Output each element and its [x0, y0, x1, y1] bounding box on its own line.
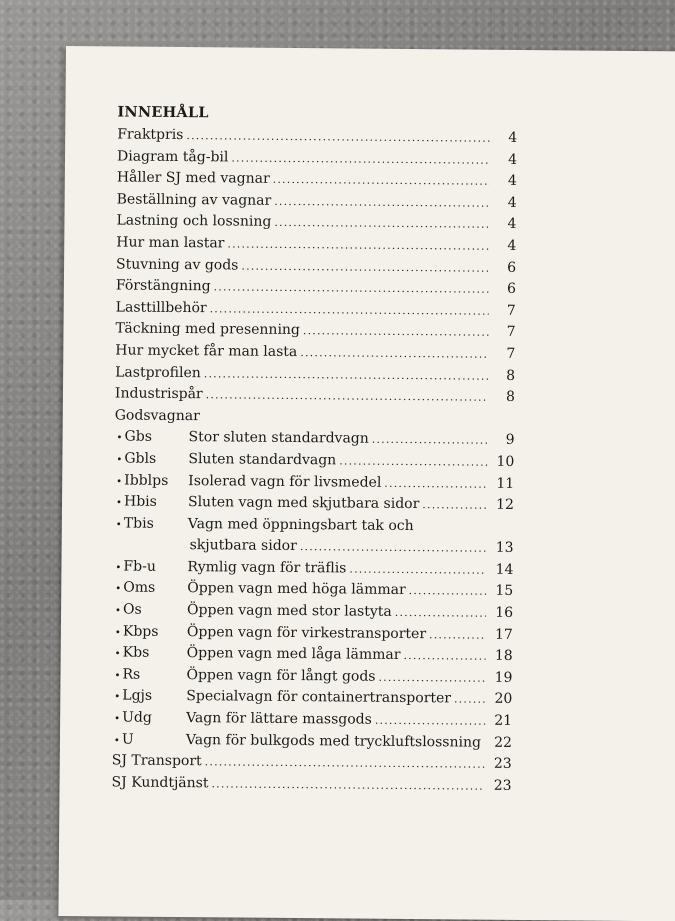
entry-page: 4	[507, 216, 517, 233]
dot-leader	[205, 751, 485, 775]
entry-title: Öppen vagn för virkestransporter	[186, 623, 427, 642]
dot-leader	[403, 645, 485, 667]
section-label: Godsvagnar	[114, 407, 200, 424]
dot-leader	[372, 429, 488, 452]
entry-page: 20	[494, 691, 513, 708]
entry-title: Vagn för bulkgods med tryckluftslossning	[185, 731, 482, 751]
entry-title-continuation: skjutbara sidor	[189, 537, 297, 555]
dot-leader	[231, 147, 490, 171]
entry-page: 17	[494, 626, 513, 643]
bullet: •	[113, 735, 120, 747]
wagon-code: Kbs	[122, 644, 150, 661]
dot-leader	[274, 212, 489, 235]
dot-leader	[395, 602, 486, 624]
dot-leader	[300, 536, 487, 559]
wagon-code: Ibblps	[124, 472, 169, 489]
entry-page: 8	[505, 388, 516, 406]
entry-title: SJ Transport	[111, 752, 202, 770]
toc-bottom-entries	[111, 751, 511, 798]
entry-page: 7	[506, 345, 516, 362]
entry-page: 4	[508, 129, 518, 146]
entry-title: Hur man lastar	[116, 234, 225, 252]
entry-title: Lastning och lossning	[116, 212, 272, 231]
entry-title: Öppen vagn för långt gods	[186, 666, 376, 685]
bullet: •	[115, 519, 122, 531]
entry-title: Förstängning	[115, 277, 211, 295]
entry-title: SJ Kundtjänst	[111, 774, 209, 792]
toc-heading: INNEHÅLL	[117, 103, 209, 122]
bullet: •	[114, 670, 121, 682]
wagon-code: U	[121, 731, 134, 748]
dot-leader	[454, 689, 485, 711]
entry-title: Rymlig vagn för träflis	[187, 558, 347, 577]
dot-leader	[210, 298, 489, 322]
entry-page: 23	[493, 755, 512, 773]
entry-page: 12	[496, 496, 515, 514]
entry-page: 9	[505, 432, 515, 449]
entry-title: Fraktpris	[117, 126, 184, 144]
entry-title: Isolerad vagn för livsmedel	[188, 472, 382, 491]
entry-page: 7	[506, 324, 516, 341]
dot-leader	[429, 624, 486, 646]
bullet: •	[115, 605, 122, 617]
toc-entry	[111, 772, 511, 797]
dot-leader	[213, 276, 488, 300]
entry-title: Stor sluten standardvagn	[188, 429, 369, 447]
wagon-code: Os	[123, 601, 142, 618]
wagon-entries	[112, 427, 515, 754]
entry-title: Håller SJ med vagnar	[116, 169, 270, 187]
entry-title: Öppen vagn med höga lämmar	[187, 580, 406, 599]
entry-title: Specialvagn för containertransporter	[186, 688, 452, 707]
entry-page: 15	[495, 583, 514, 600]
entry-page: 23	[493, 777, 512, 794]
entry-page: 18	[494, 648, 513, 665]
document-page	[58, 46, 675, 921]
entry-title: Beställning av vagnar	[116, 191, 272, 209]
wagon-code: Udg	[122, 709, 152, 726]
bullet: •	[114, 691, 121, 703]
wagon-code: Tbis	[123, 515, 154, 532]
entry-title: Stuvning av gods	[116, 256, 239, 274]
entry-title: Öppen vagn med stor lastyta	[187, 602, 392, 620]
wagon-entry	[114, 513, 514, 538]
entry-page: 7	[506, 302, 516, 319]
entry-page: 21	[494, 712, 513, 729]
entry-title: Vagn för lättare massgods	[186, 710, 372, 728]
dot-leader	[206, 384, 488, 408]
dot-leader	[186, 125, 490, 149]
toc-entry	[115, 384, 515, 409]
entry-page: 16	[495, 604, 514, 621]
entry-page: 4	[507, 194, 517, 211]
bullet: •	[115, 562, 122, 574]
wagon-code: Oms	[123, 579, 156, 597]
dot-leader	[409, 580, 487, 602]
entry-title: Sluten standardvagn	[188, 450, 337, 469]
entry-page: 11	[496, 475, 515, 492]
entry-page: 4	[507, 237, 517, 254]
entry-page: 13	[495, 540, 514, 557]
wagon-code: Kbps	[122, 623, 159, 640]
dot-leader	[375, 710, 485, 733]
entry-page: 6	[507, 259, 517, 276]
dot-leader	[273, 169, 490, 192]
dot-leader	[484, 732, 485, 754]
bullet: •	[116, 432, 123, 444]
wagon-code: Gbs	[124, 428, 153, 446]
bullet: •	[114, 713, 121, 725]
dot-leader	[422, 494, 487, 516]
entry-title: Lastprofilen	[115, 363, 201, 381]
wagon-code: Fb-u	[123, 558, 156, 575]
dot-leader	[378, 667, 485, 690]
entry-page: 6	[506, 281, 516, 298]
wagon-code: Rs	[122, 666, 141, 683]
entry-title: Vagn med öppningsbart tak och	[187, 515, 414, 534]
dot-leader	[300, 342, 488, 365]
wagon-code: Hbis	[123, 493, 157, 510]
entry-page: 10	[496, 453, 515, 470]
entry-page: 14	[495, 561, 514, 578]
dot-leader	[303, 320, 489, 343]
entry-page: 4	[507, 173, 517, 190]
entry-title: Diagram tåg-bil	[116, 148, 229, 166]
entry-title: Hur mycket får man lasta	[115, 342, 298, 360]
entry-page: 19	[494, 669, 513, 686]
dot-leader	[227, 233, 489, 257]
entry-title: Täckning med presenning	[115, 320, 301, 339]
dot-leader	[384, 472, 487, 494]
toc-top-entries	[115, 124, 517, 408]
table-of-contents	[111, 100, 517, 797]
dot-leader	[339, 450, 487, 473]
bullet: •	[116, 475, 123, 488]
bullet: •	[116, 454, 123, 466]
bullet: •	[115, 497, 122, 509]
entry-page: 4	[508, 151, 518, 168]
dot-leader	[241, 255, 489, 279]
bullet: •	[114, 627, 121, 639]
entry-page: 8	[506, 367, 516, 384]
wagon-code: Lgjs	[122, 687, 153, 705]
dot-leader	[211, 773, 484, 797]
dot-leader	[274, 191, 490, 214]
bullet: •	[114, 648, 121, 660]
entry-title: Lasttillbehör	[115, 299, 207, 316]
dot-leader	[204, 363, 489, 387]
entry-title: Öppen vagn med låga lämmar	[186, 645, 401, 664]
dot-leader	[349, 558, 486, 581]
wagon-code: Gbls	[124, 450, 157, 467]
entry-title: Sluten vagn med skjutbara sidor	[187, 494, 420, 513]
entry-title: Industrispår	[114, 385, 203, 403]
bullet: •	[115, 583, 122, 595]
entry-page: 22	[494, 734, 513, 751]
